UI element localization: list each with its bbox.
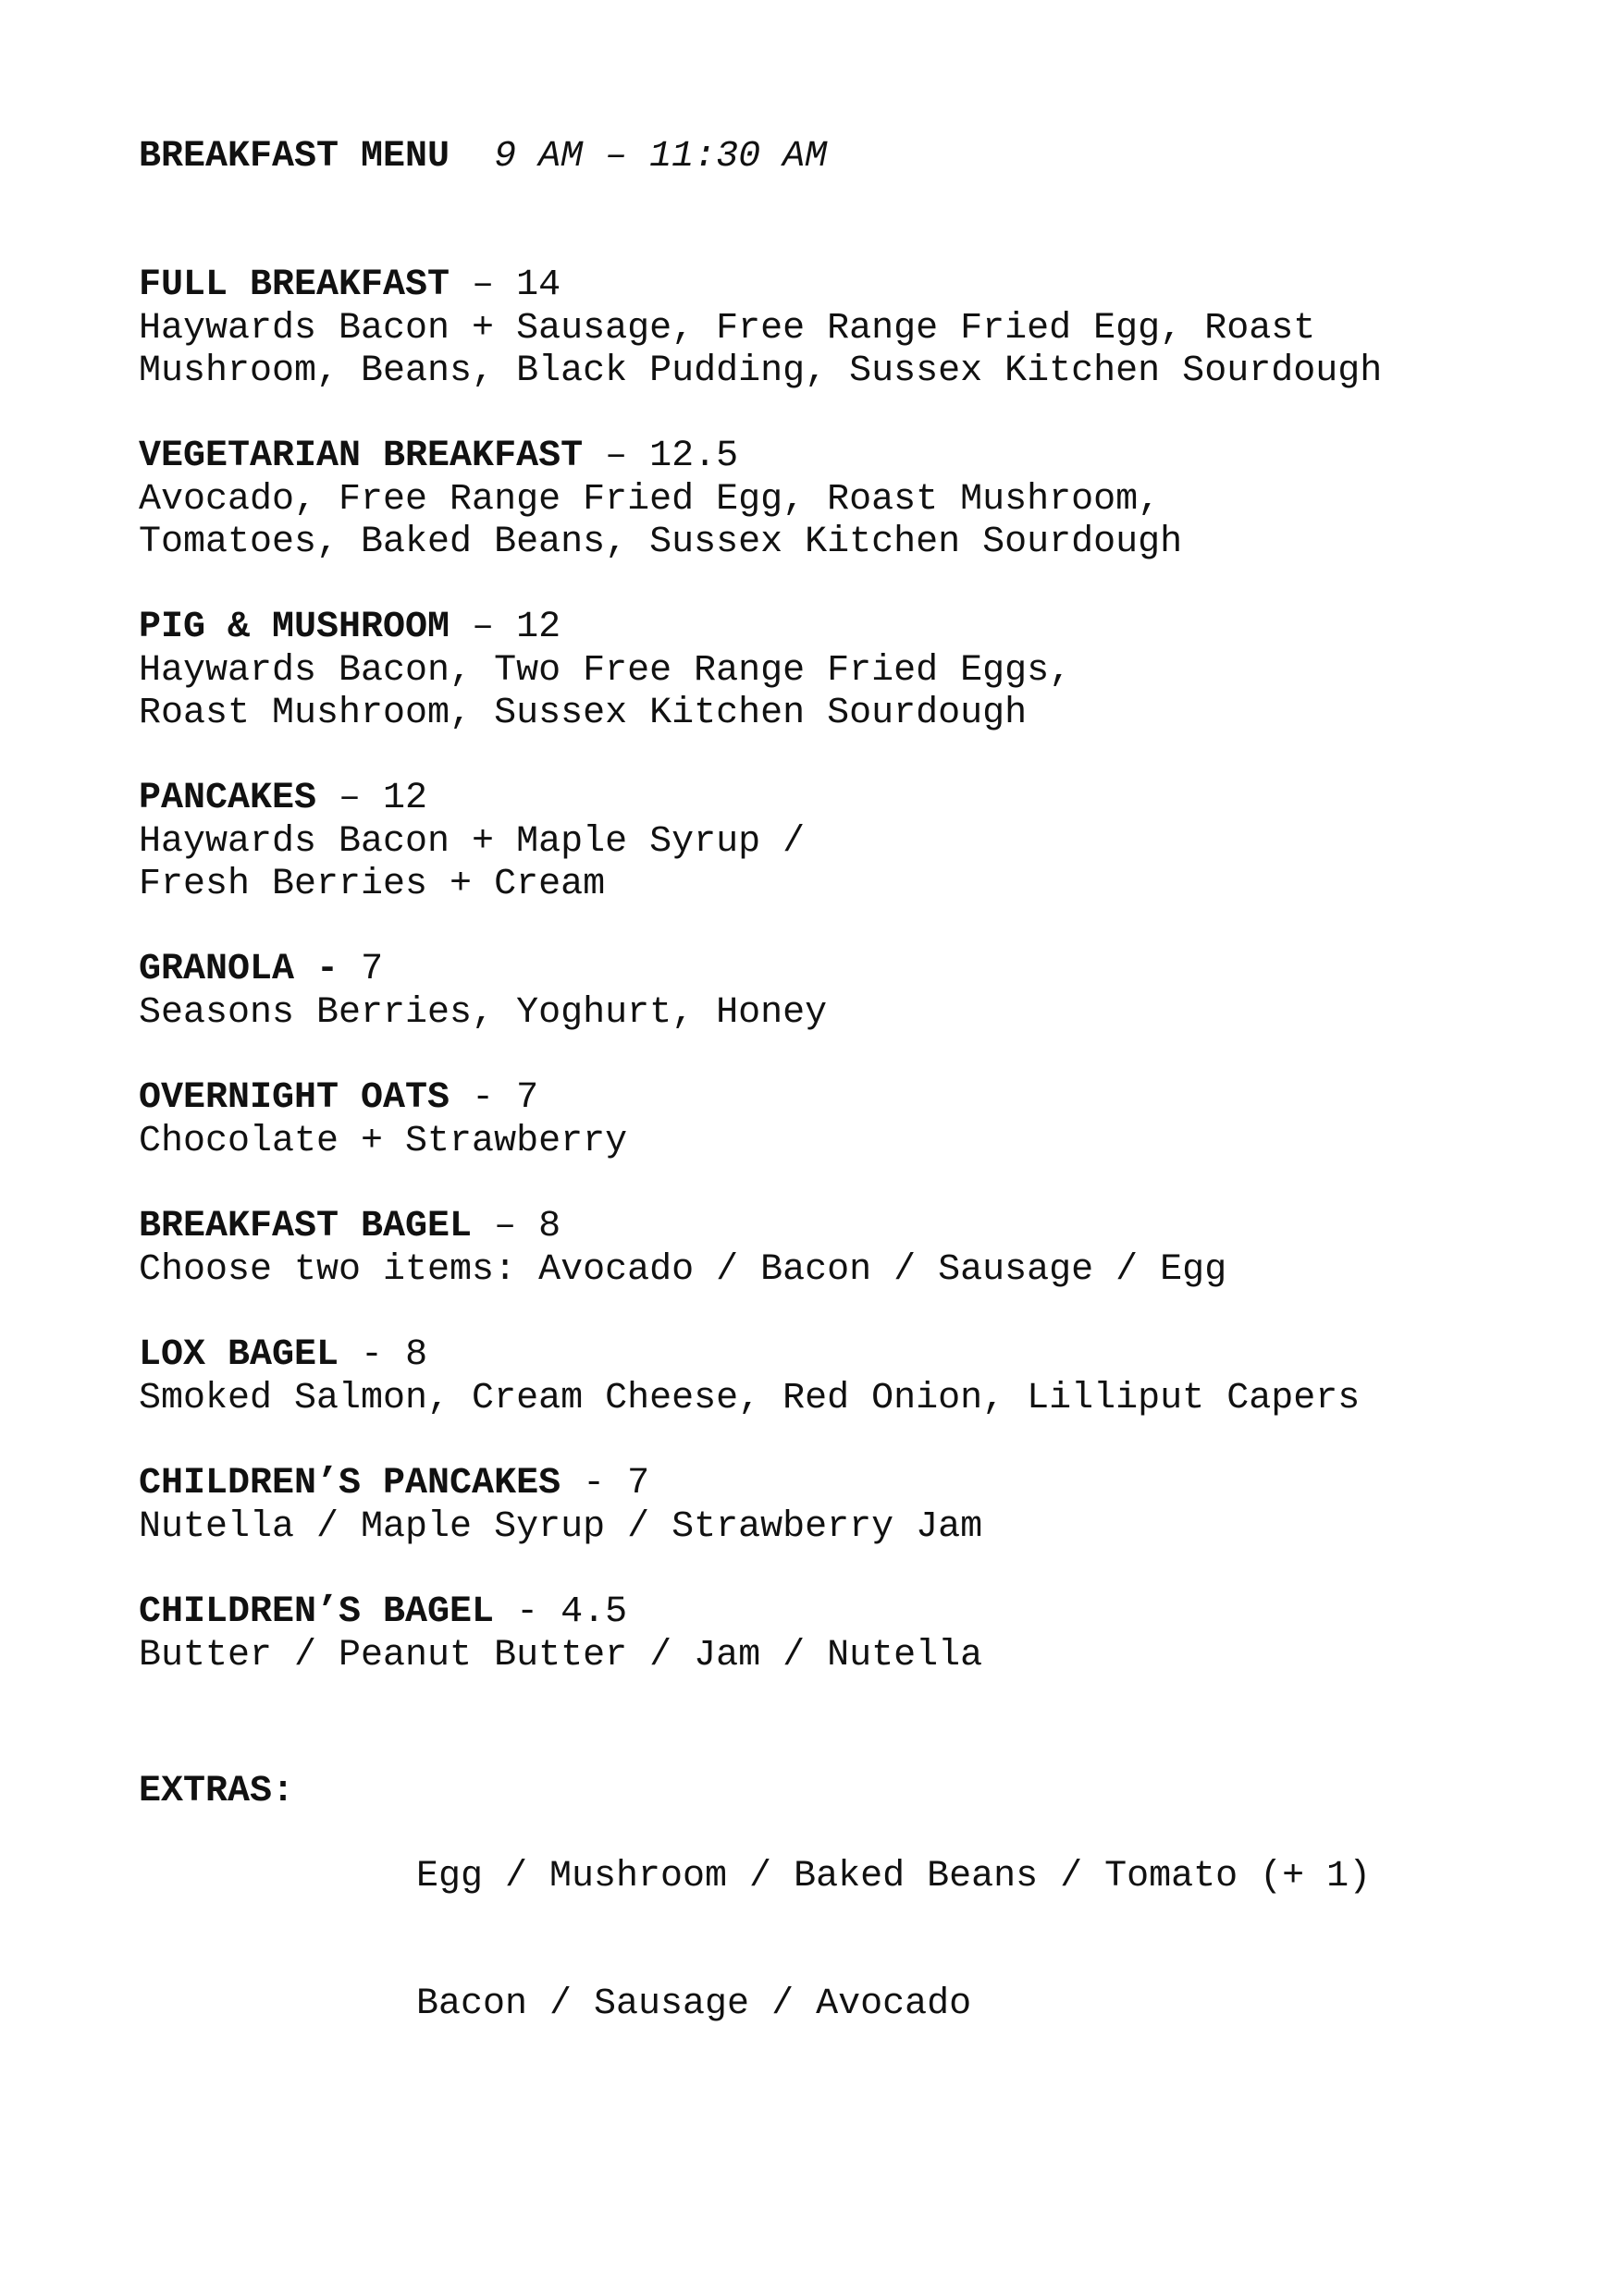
menu-item-description-line: Mushroom, Beans, Black Pudding, Sussex Kitchen Sourdough bbox=[139, 350, 1383, 392]
menu-item-heading bbox=[139, 1333, 1526, 1378]
menu-item-price: 7 bbox=[516, 1077, 539, 1119]
menu-item-description-line: Haywards Bacon + Sausage, Free Range Fried Egg, Roast bbox=[139, 308, 1316, 350]
extras-line: Bacon / Sausage / Avocado bbox=[416, 1983, 972, 2025]
menu-item-price: 14 bbox=[516, 264, 561, 306]
menu-item-price: 12 bbox=[383, 778, 428, 819]
extras-line: Egg / Mushroom / Baked Beans / Tomato (+ 1) bbox=[416, 1856, 1372, 1897]
menu-item-description-line: Roast Mushroom, Sussex Kitchen Sourdough bbox=[139, 693, 1028, 734]
menu-item-name: VEGETARIAN BREAKFAST bbox=[139, 436, 584, 477]
menu-title: BREAKFAST MENU bbox=[139, 136, 450, 178]
menu-item-price: 7 bbox=[627, 1463, 650, 1504]
menu-item-separator: – bbox=[316, 778, 384, 819]
menu-item-price: 12.5 bbox=[649, 436, 739, 477]
menu-item-description-line: Fresh Berries + Cream bbox=[139, 864, 606, 905]
menu-item-description-line: Smoked Salmon, Cream Cheese, Red Onion, Lilliput Capers bbox=[139, 1378, 1361, 1419]
menu-item-price: 4.5 bbox=[561, 1591, 628, 1633]
menu-item bbox=[139, 1076, 1526, 1163]
menu-item-separator: – bbox=[472, 1206, 539, 1247]
service-hours: 9 AM – 11:30 AM bbox=[494, 136, 828, 178]
menu-item-price: 8 bbox=[538, 1206, 561, 1247]
menu-item-description-line: Nutella / Maple Syrup / Strawberry Jam bbox=[139, 1506, 983, 1548]
menu-item-description-line: Haywards Bacon + Maple Syrup / bbox=[139, 821, 806, 863]
menu-item-name: PIG & MUSHROOM bbox=[139, 607, 450, 648]
menu-item-heading bbox=[139, 1205, 1526, 1249]
menu-item-description-line: Avocado, Free Range Fried Egg, Roast Mushroom, bbox=[139, 479, 1161, 521]
menu-item bbox=[139, 1333, 1526, 1420]
menu-items bbox=[139, 264, 1526, 1719]
menu-item-heading bbox=[139, 1590, 1526, 1635]
menu-item-name: BREAKFAST BAGEL bbox=[139, 1206, 473, 1247]
menu-header bbox=[139, 134, 827, 180]
menu-item-separator: – bbox=[450, 264, 517, 306]
menu-item-separator: – bbox=[450, 607, 517, 648]
menu-item-price: 7 bbox=[361, 949, 384, 990]
menu-item-heading bbox=[139, 435, 1526, 479]
menu-item-heading bbox=[139, 1076, 1526, 1121]
menu-item-price: 12 bbox=[516, 607, 561, 648]
menu-item-price: 8 bbox=[405, 1334, 428, 1376]
menu-item-separator bbox=[339, 949, 361, 990]
menu-item bbox=[139, 435, 1526, 564]
menu-item-heading bbox=[139, 264, 1526, 308]
menu-item-description-line: Haywards Bacon, Two Free Range Fried Eggs, bbox=[139, 650, 1072, 692]
menu-item-separator: - bbox=[450, 1077, 517, 1119]
menu-item-description-line: Chocolate + Strawberry bbox=[139, 1121, 628, 1162]
menu-item bbox=[139, 264, 1526, 393]
menu-item-separator: – bbox=[583, 436, 650, 477]
menu-item-name: GRANOLA - bbox=[139, 949, 339, 990]
menu-item-description-line: Choose two items: Avocado / Bacon / Sausage / Egg bbox=[139, 1249, 1227, 1291]
menu-item-name: PANCAKES bbox=[139, 778, 317, 819]
menu-item bbox=[139, 606, 1526, 735]
extras-list bbox=[416, 1771, 1371, 2111]
menu-item bbox=[139, 1205, 1526, 1292]
menu-item bbox=[139, 1590, 1526, 1677]
menu-item-name: FULL BREAKFAST bbox=[139, 264, 450, 306]
menu-item bbox=[139, 777, 1526, 906]
menu-item-heading bbox=[139, 606, 1526, 650]
menu-item-heading bbox=[139, 1462, 1526, 1506]
menu-item-separator: - bbox=[339, 1334, 406, 1376]
menu-item-name: OVERNIGHT OATS bbox=[139, 1077, 450, 1119]
menu-item-description-line: Butter / Peanut Butter / Jam / Nutella bbox=[139, 1635, 983, 1676]
extras-label: EXTRAS: bbox=[139, 1771, 295, 1812]
menu-item-heading bbox=[139, 948, 1526, 992]
menu-item bbox=[139, 948, 1526, 1035]
menu-item-name: LOX BAGEL bbox=[139, 1334, 339, 1376]
menu-item-description-line: Seasons Berries, Yoghurt, Honey bbox=[139, 992, 828, 1034]
menu-item-name: CHILDREN’S PANCAKES bbox=[139, 1463, 561, 1504]
menu-item-heading bbox=[139, 777, 1526, 821]
menu-item-description-line: Tomatoes, Baked Beans, Sussex Kitchen Sourdough bbox=[139, 522, 1183, 563]
menu-item bbox=[139, 1462, 1526, 1549]
menu-item-name: CHILDREN’S BAGEL bbox=[139, 1591, 495, 1633]
menu-item-separator: - bbox=[561, 1463, 628, 1504]
menu-item-separator: - bbox=[494, 1591, 561, 1633]
